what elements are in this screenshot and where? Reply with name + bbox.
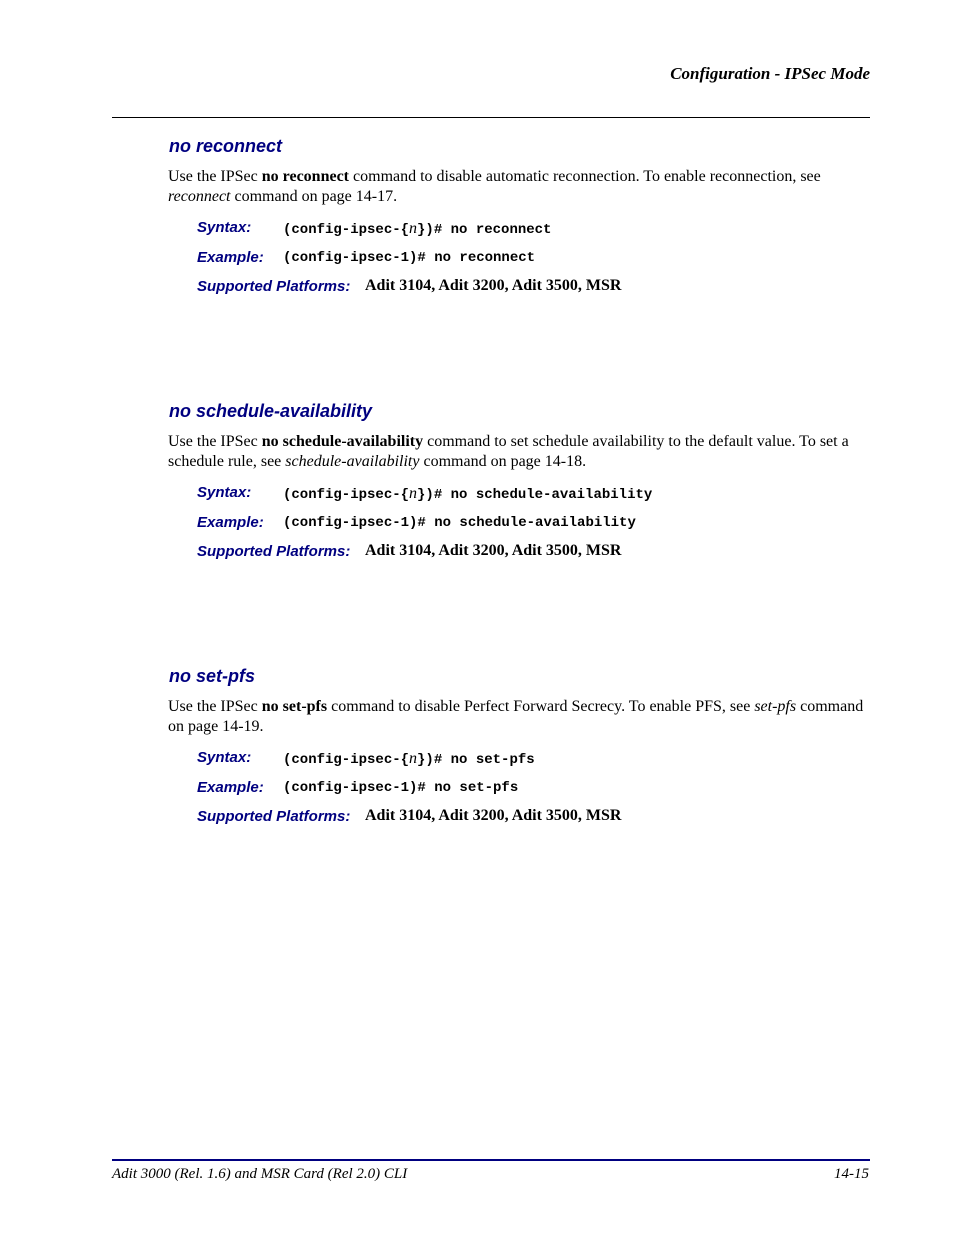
section-description xyxy=(168,697,870,737)
page-number: 14-15 xyxy=(834,1166,869,1182)
platforms-label: Supported Platforms: xyxy=(197,543,351,560)
desc-reference: schedule-availability xyxy=(285,453,420,470)
desc-text: command on page 14-18. xyxy=(419,453,587,470)
platforms-value: Adit 3104, Adit 3200, Adit 3500, MSR xyxy=(365,277,622,294)
desc-text: command to disable Perfect Forward Secrecy. To enable PFS, see xyxy=(327,698,755,715)
example-code: (config-ipsec-1)# no set-pfs xyxy=(283,780,519,796)
syntax-code xyxy=(283,750,535,768)
platforms-label: Supported Platforms: xyxy=(197,278,351,295)
syntax-label: Syntax: xyxy=(197,219,252,236)
syntax-variable: n xyxy=(409,220,418,237)
desc-text: Use the IPSec xyxy=(168,168,262,185)
desc-command: no set-pfs xyxy=(261,698,328,715)
desc-text: Use the IPSec xyxy=(168,433,262,450)
desc-reference: reconnect xyxy=(168,188,231,205)
syntax-variable: n xyxy=(409,750,418,767)
desc-reference: set-pfs xyxy=(754,698,797,715)
syntax-code-prefix: (config-ipsec-{ xyxy=(283,752,410,768)
platforms-value: Adit 3104, Adit 3200, Adit 3500, MSR xyxy=(365,807,622,824)
example-label: Example: xyxy=(197,514,264,531)
section-title-no-schedule-availability: no schedule-availability xyxy=(169,401,373,421)
syntax-code-prefix: (config-ipsec-{ xyxy=(283,487,410,503)
syntax-code-suffix: })# no schedule-availability xyxy=(417,487,653,503)
example-code: (config-ipsec-1)# no reconnect xyxy=(283,250,536,266)
desc-text: command to set schedule availability to the default value. To set a schedule rule, see xyxy=(168,433,849,470)
syntax-label: Syntax: xyxy=(197,749,252,766)
footer-document-title: Adit 3000 (Rel. 1.6) and MSR Card (Rel 2.0) CLI xyxy=(112,1166,408,1182)
desc-command: no schedule-availability xyxy=(261,433,424,450)
syntax-label: Syntax: xyxy=(197,484,252,501)
syntax-code xyxy=(283,220,551,238)
header-divider xyxy=(112,117,870,118)
example-label: Example: xyxy=(197,779,264,796)
desc-text: Use the IPSec xyxy=(168,698,262,715)
running-header: Configuration - IPSec Mode xyxy=(670,64,870,83)
example-code: (config-ipsec-1)# no schedule-availability xyxy=(283,515,636,531)
syntax-code-suffix: })# no reconnect xyxy=(417,222,552,238)
example-label: Example: xyxy=(197,249,264,266)
section-description xyxy=(168,432,870,472)
desc-command: no reconnect xyxy=(261,168,350,185)
footer-divider xyxy=(112,1159,870,1161)
desc-text: command on page 14-19. xyxy=(168,698,864,735)
platforms-value: Adit 3104, Adit 3200, Adit 3500, MSR xyxy=(365,542,622,559)
section-title-no-reconnect: no reconnect xyxy=(169,136,283,156)
desc-text: command to disable automatic reconnection. To enable reconnection, see xyxy=(349,168,821,185)
section-description xyxy=(168,167,870,207)
section-title-no-set-pfs: no set-pfs xyxy=(169,666,256,686)
syntax-code-prefix: (config-ipsec-{ xyxy=(283,222,410,238)
syntax-variable: n xyxy=(409,485,418,502)
syntax-code-suffix: })# no set-pfs xyxy=(417,752,535,768)
desc-text: command on page 14-17. xyxy=(230,188,398,205)
platforms-label: Supported Platforms: xyxy=(197,808,351,825)
syntax-code xyxy=(283,485,652,503)
